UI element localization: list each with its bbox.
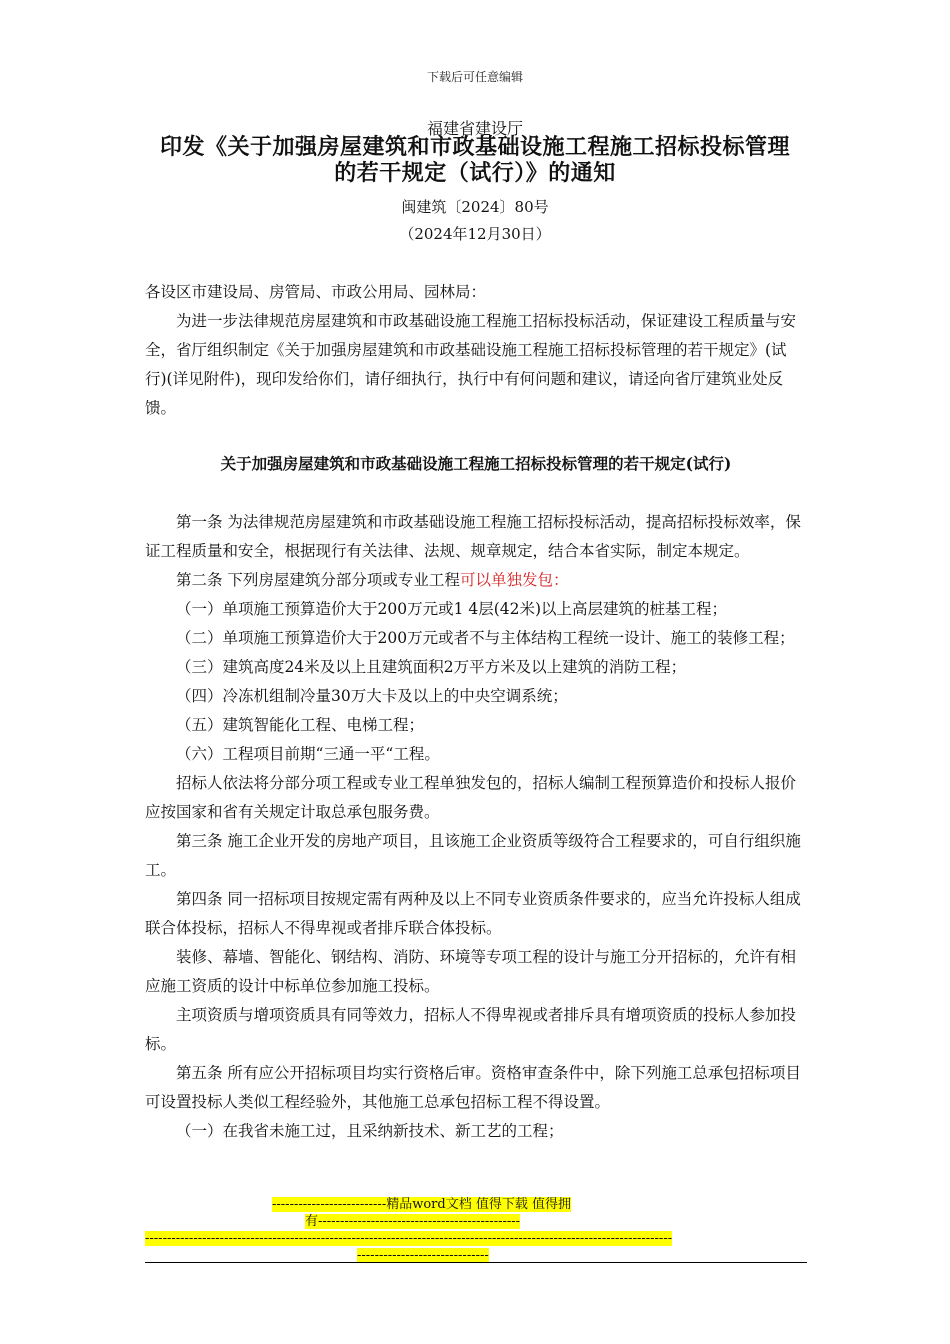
- intro-paragraph: 为进一步法律规范房屋建筑和市政基础设施工程施工招标投标活动，保证建设工程质量与安全，省厅组织制定《关于加强房屋建筑和市政基础设施工程施工招标投标管理的若干规定》(试行)(详见附件)，现印发给你们，请仔细执行，执行中有何问题和建议，请迳向省厅建筑业处反馈。: [145, 312, 797, 417]
- bottom-rule: [145, 1262, 807, 1263]
- footer-line-1: --------------------------精品word文档 值得下载 值得拥: [272, 1197, 571, 1212]
- article-2-item-2: （二）单项施工预算造价大于200万元或者不与主体结构工程统一设计、施工的装修工程；: [176, 629, 795, 647]
- article-5: 第五条 所有应公开招标项目均实行资格后审。资格审查条件中，除下列施工总承包招标项目可设置投标人类似工程经验外，其他施工总承包招标工程不得设置。: [145, 1064, 801, 1111]
- article-4-paragraph-3: 主项资质与增项资质具有同等效力，招标人不得卑视或者排斥具有增项资质的投标人参加投标。: [145, 1006, 797, 1053]
- title-line-2: 的若干规定（试行）》的通知: [334, 160, 616, 186]
- footer-line-4: ------------------------------: [357, 1248, 489, 1263]
- article-5-item-1: （一）在我省未施工过，且采纳新技术、新工艺的工程；: [176, 1122, 564, 1140]
- regulation-body: [145, 508, 807, 1146]
- article-2-text: 第二条 下列房屋建筑分部分项或专业工程: [176, 571, 460, 589]
- article-2: [145, 566, 807, 595]
- title-line-1: 印发《关于加强房屋建筑和市政基础设施工程施工招标投标管理: [159, 134, 790, 160]
- article-2-item-5: （五）建筑智能化工程、电梯工程；: [176, 716, 425, 734]
- footer-line-3: ------------------------------------------------------------------------------------------------------------------------: [145, 1231, 673, 1246]
- article-2-highlight: 可以单独发包：: [459, 571, 569, 589]
- article-2-item-4: （四）冷冻机组制冷量30万大卡及以上的中央空调系统；: [176, 687, 568, 705]
- notice-body: [145, 278, 807, 423]
- article-2-item-6: （六）工程项目前期“三通一平“工程。: [176, 745, 440, 763]
- article-4: 第四条 同一招标项目按规定需有两种及以上不同专业资质条件要求的，应当允许投标人组成联合体投标，招标人不得卑视或者排斥联合体投标。: [145, 890, 801, 937]
- regulation-subtitle: 关于加强房屋建筑和市政基础设施工程施工招标投标管理的若干规定(试行): [220, 454, 732, 473]
- issuer: 福建省建设厅: [426, 119, 523, 138]
- article-3: 第三条 施工企业开发的房地产项目，且该施工企业资质等级符合工程要求的，可自行组织施工。: [145, 832, 801, 879]
- document-date: （2024年12月30日）: [399, 225, 551, 243]
- header-note: 下载后可任意编辑: [426, 70, 523, 84]
- article-2-note: 招标人依法将分部分项工程或专业工程单独发包的，招标人编制工程预算造价和投标人报价应按国家和省有关规定计取总承包服务费。: [145, 774, 797, 821]
- addressee: 各设区市建设局、房管局、市政公用局、园林局：: [145, 283, 487, 301]
- article-1: 第一条 为法律规范房屋建筑和市政基础设施工程施工招标投标活动，提高招标投标效率，保证工程质量和安全，根据现行有关法律、法规、规章规定，结合本省实际，制定本规定。: [145, 513, 801, 560]
- document-title: [150, 134, 800, 186]
- article-4-paragraph-2: 装修、幕墙、智能化、钢结构、消防、环境等专项工程的设计与施工分开招标的，允许有相应施工资质的设计中标单位参加施工投标。: [145, 948, 797, 995]
- article-2-item-1: （一）单项施工预算造价大于200万元或1 4层(42米)以上高层建筑的桩基工程；: [176, 600, 728, 618]
- footer-banner: [145, 1196, 807, 1264]
- article-2-item-3: （三）建筑高度24米及以上且建筑面积2万平方米及以上建筑的消防工程；: [176, 658, 687, 676]
- footer-line-2: 有----------------------------------------------: [305, 1214, 521, 1229]
- document-number: 闽建筑〔2024〕80号: [401, 198, 549, 216]
